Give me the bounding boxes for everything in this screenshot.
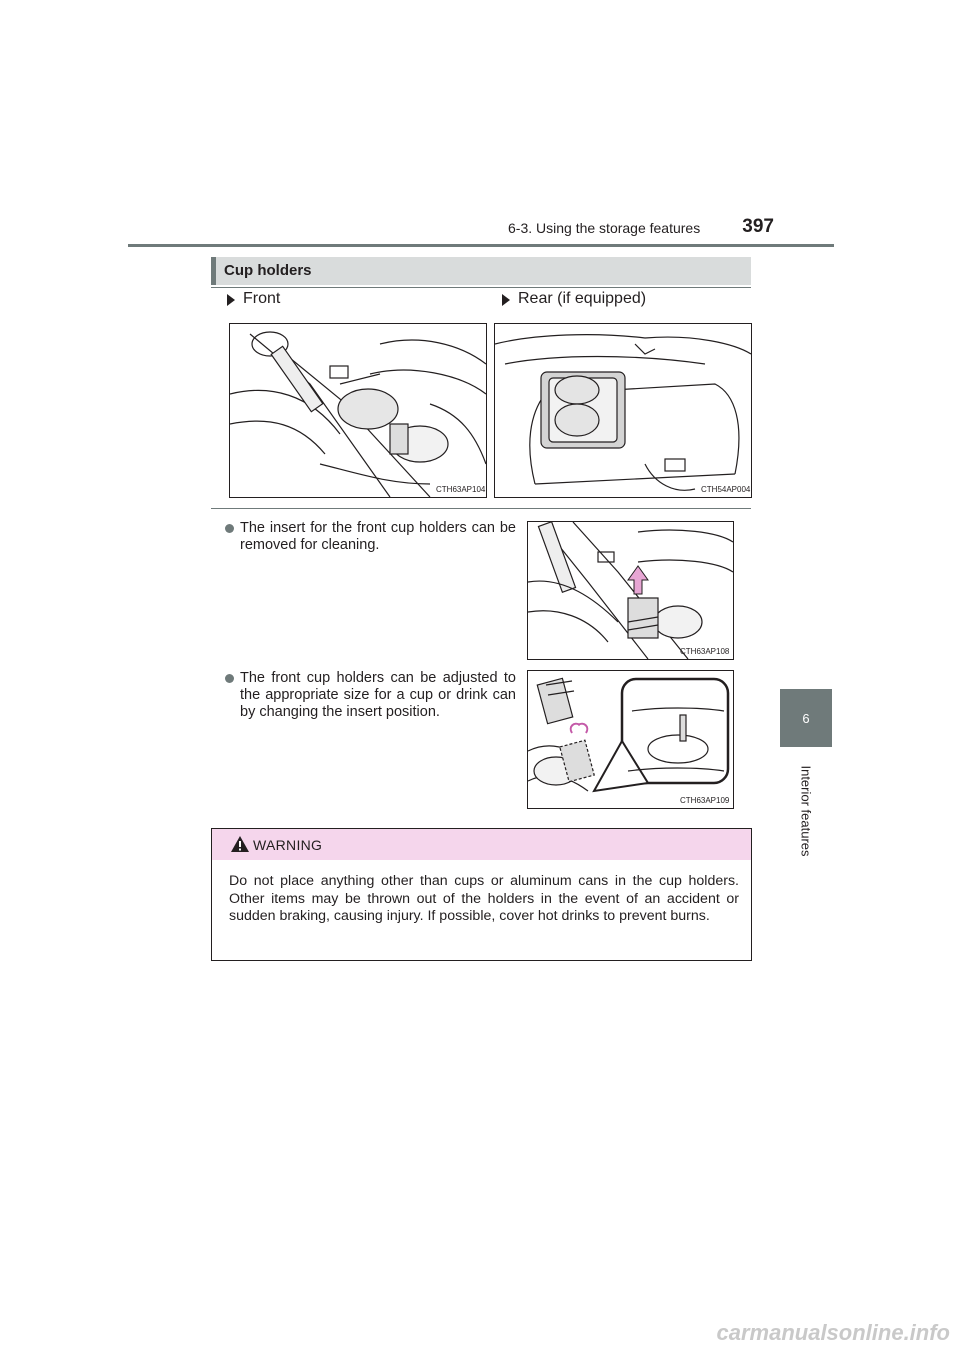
warning-header: [212, 829, 751, 860]
figure-insert-removal: [527, 521, 734, 660]
running-header: 6-3. Using the storage features: [508, 220, 701, 236]
bullet-icon: [225, 524, 234, 533]
section-rule: [211, 287, 751, 288]
header-rule: [128, 244, 834, 247]
figure-rear-cup-holders: [494, 323, 752, 498]
figure-insert-adjust: [527, 670, 734, 809]
chapter-tab[interactable]: [780, 689, 832, 747]
caption-front: Front: [243, 290, 281, 307]
chapter-number: 6: [802, 710, 810, 726]
insert-adjust-illustration: [528, 671, 733, 808]
figure-code: CTH54AP004: [701, 485, 751, 494]
warning-title: WARNING: [253, 837, 323, 853]
caption-rear: Rear (if equipped): [518, 290, 647, 307]
warning-triangle-icon: [230, 835, 250, 853]
caption-arrow-icon: [502, 294, 510, 306]
front-cup-holders-illustration: [230, 324, 486, 497]
bullet-text-1: The insert for the front cup holders can be removed for cleaning.: [240, 520, 516, 553]
section-title: Cup holders: [224, 262, 312, 279]
rear-cup-holders-illustration: [495, 324, 751, 497]
figure-front-cup-holders: [229, 323, 487, 498]
chapter-label-text: Interior features: [798, 765, 814, 857]
page-number: 397: [742, 216, 774, 237]
section-heading: [211, 257, 751, 285]
watermark: carmanualsonline.info: [716, 1320, 950, 1345]
figure-code: CTH63AP108: [680, 647, 730, 656]
figure-code: CTH63AP109: [680, 796, 730, 805]
chapter-label: [784, 756, 828, 866]
figure-code: CTH63AP104: [436, 485, 486, 494]
bullet-text-2: The front cup holders can be adjusted to the appropriate size for a cup or drink can by changing the insert position.: [240, 670, 516, 720]
warning-box: [211, 828, 752, 961]
section-heading-bar: [211, 257, 216, 285]
figure-divider: [211, 508, 751, 509]
caption-arrow-icon: [227, 294, 235, 306]
warning-text: Do not place anything other than cups or aluminum cans in the cup holders. Other items may be thrown out of the holders in the event of an accident or sudden braking, causing injury. If possible, cover hot drinks to prevent burns.: [229, 873, 739, 924]
insert-removal-illustration: [528, 522, 733, 659]
bullet-icon: [225, 674, 234, 683]
